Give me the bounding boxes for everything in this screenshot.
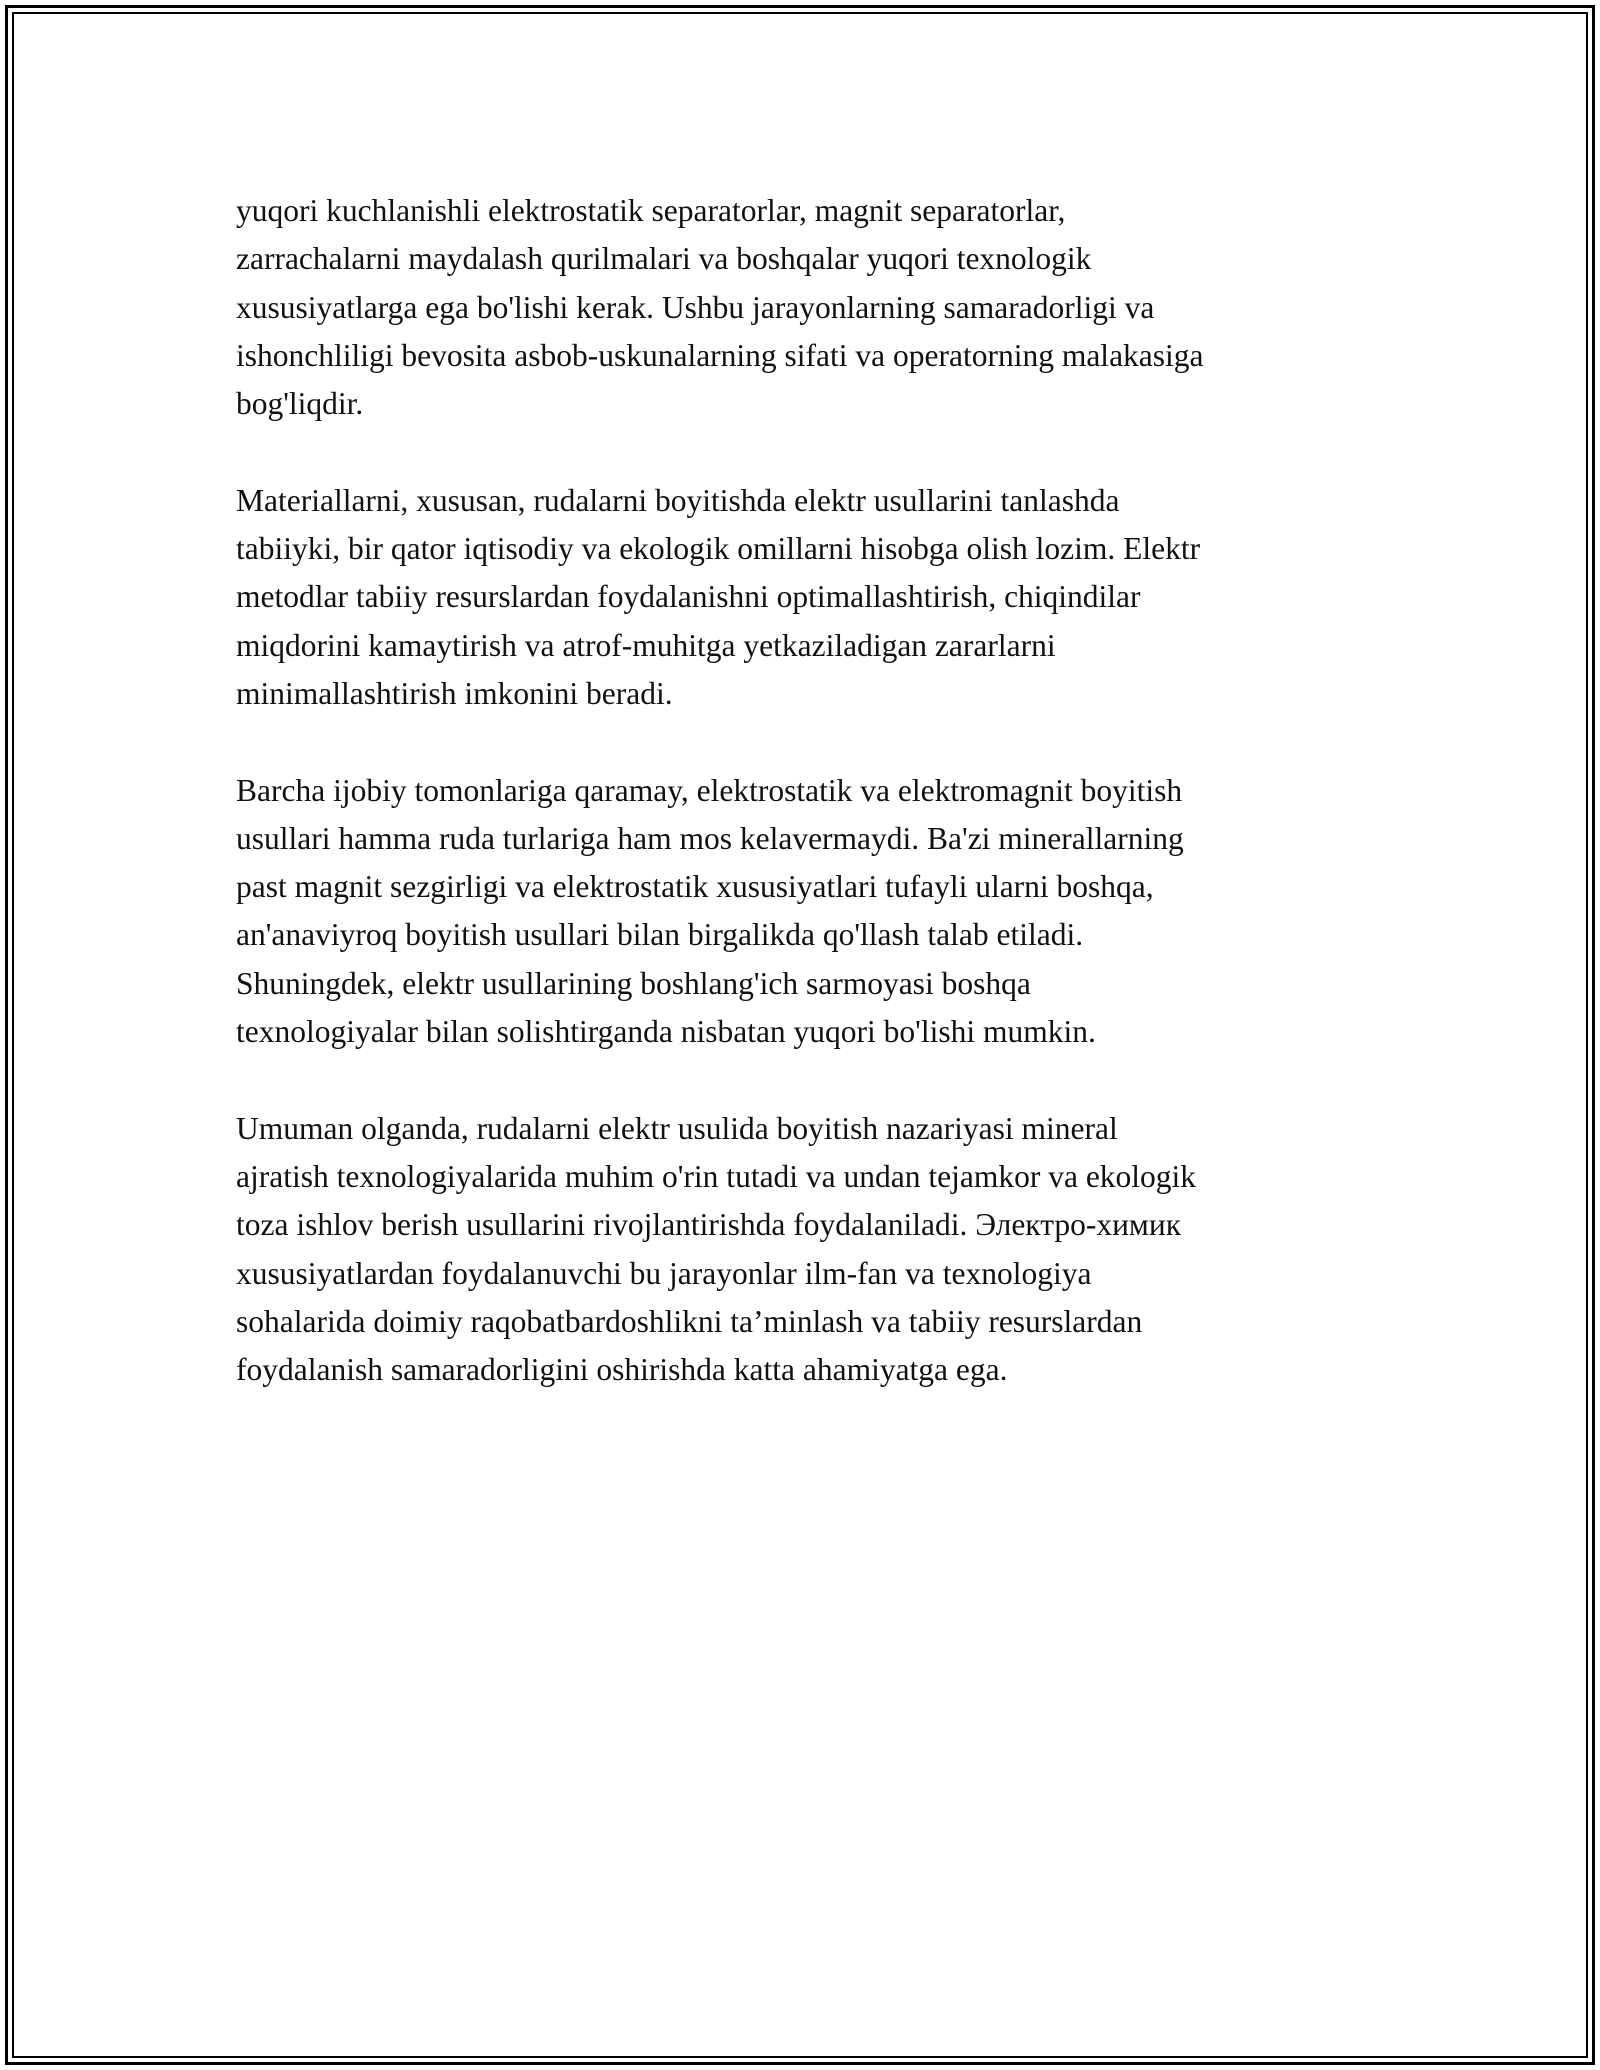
text-line: tabiiyki, bir qator iqtisodiy va ekologik omillarni hisobga olish lozim. Elektr <box>236 531 1201 567</box>
text-line: foydalanish samaradorligini oshirishda katta ahamiyatga ega. <box>236 1352 1008 1388</box>
text-line: bog'liqdir. <box>236 386 364 422</box>
text-line: texnologiyalar bilan solishtirganda nisbatan yuqori bo'lishi mumkin. <box>236 1014 1096 1050</box>
text-line: miqdorini kamaytirish va atrof-muhitga yetkaziladigan zararlarni <box>236 627 1056 663</box>
text-line: Materiallarni, xususan, rudalarni boyitishda elektr usullarini tanlashda <box>236 482 1120 518</box>
text-line: yuqori kuchlanishli elektrostatik separatorlar, magnit separatorlar, <box>236 193 1066 228</box>
text-line: usullari hamma ruda turlariga ham mos kelavermaydi. Ba'zi minerallarning <box>236 820 1184 856</box>
text-line: xususiyatlarga ega bo'lishi kerak. Ushbu jarayonlarning samaradorligi va <box>236 289 1155 325</box>
text-line: metodlar tabiiy resurslardan foydalanishni optimallashtirish, chiqindilar <box>236 579 1141 615</box>
text-line: an'anaviyroq boyitish usullari bilan birgalikda qo'llash talab etiladi. <box>236 917 1084 953</box>
text-line: sohalarida doimiy raqobatbardoshlikni ta’minlash va tabiiy resurslardan <box>236 1303 1143 1339</box>
text-line: ishonchliligi bevosita asbob-uskunalarning sifati va operatorning malakasiga <box>236 337 1204 373</box>
text-line: xususiyatlardan foydalanuvchi bu jarayonlar ilm-fan va texnologiya <box>236 1255 1092 1291</box>
text-line: zarrachalarni maydalash qurilmalari va boshqalar yuqori texnologik <box>236 241 1092 277</box>
paragraph-1 <box>236 187 1376 428</box>
text-line: Barcha ijobiy tomonlariga qaramay, elektrostatik va elektromagnit boyitish <box>236 772 1183 808</box>
document-body <box>236 187 1376 1443</box>
text-line: Shuningdek, elektr usullarining boshlang'ich sarmoyasi boshqa <box>236 965 1031 1001</box>
text-line: toza ishlov berish usullarini rivojlantirishda foydalaniladi. Электро-химик <box>236 1207 1182 1243</box>
text-line: ajratish texnologiyalarida muhim o'rin tutadi va undan tejamkor va ekologik <box>236 1158 1197 1194</box>
paragraph-2 <box>236 477 1376 718</box>
paragraph-3 <box>236 767 1376 1057</box>
text-line: minimallashtirish imkonini beradi. <box>236 675 673 711</box>
paragraph-4 <box>236 1105 1376 1395</box>
text-line: past magnit sezgirligi va elektrostatik xususiyatlari tufayli ularni boshqa, <box>236 869 1154 905</box>
text-line: Umuman olganda, rudalarni elektr usulida boyitish nazariyasi mineral <box>236 1110 1118 1146</box>
